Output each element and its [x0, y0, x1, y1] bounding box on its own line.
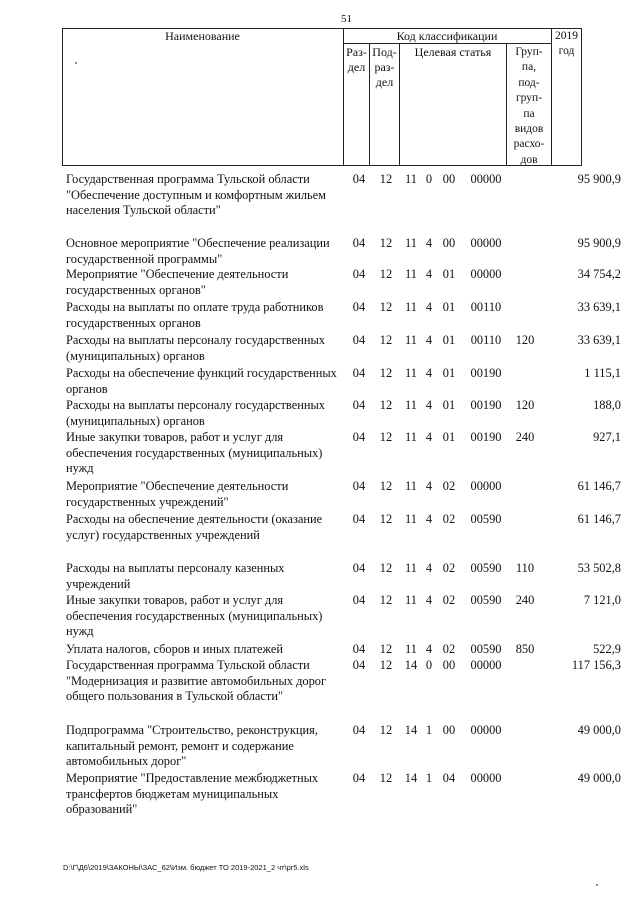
row-expense-group: 120 [515, 333, 535, 347]
row-amount: 1 115,1 [584, 366, 621, 380]
row-razdel: 04 [352, 512, 366, 526]
row-razdel: 04 [352, 236, 366, 250]
header-razdel-line: дел [347, 60, 366, 74]
row-target-program: 11 [405, 172, 417, 186]
row-podrazdel: 12 [379, 479, 393, 493]
row-razdel: 04 [352, 723, 366, 737]
row-podrazdel: 12 [379, 512, 393, 526]
row-podrazdel: 12 [379, 771, 393, 785]
row-amount: 53 502,8 [577, 561, 621, 575]
row-podrazdel: 12 [379, 561, 393, 575]
row-amount: 7 121,0 [583, 593, 621, 607]
row-target-subprogram: 4 [425, 593, 433, 607]
row-razdel: 04 [352, 430, 366, 444]
header-group-line: под- [518, 76, 540, 89]
page-number: 51 [341, 13, 352, 25]
row-target-subprogram: 4 [425, 561, 433, 575]
row-amount: 34 754,2 [577, 267, 621, 281]
row-target-event: 01 [442, 300, 456, 314]
row-target-program: 14 [404, 771, 418, 785]
row-target-direction: 00110 [470, 333, 502, 347]
row-name: Иные закупки товаров, работ и услуг для обеспечения государственных (муниципальных) нужд [66, 430, 323, 475]
row-name: Расходы на обеспечение деятельности (оказание услуг) государственных учреждений [66, 512, 323, 542]
row-target-event: 01 [442, 267, 456, 281]
header-razdel-line: Раз- [346, 45, 367, 59]
row-target-subprogram: 0 [425, 172, 433, 186]
row-target-subprogram: 4 [425, 267, 433, 281]
header-divider-podrazdel [399, 43, 400, 166]
row-target-direction: 00000 [470, 479, 502, 493]
row-target-event: 02 [442, 512, 456, 526]
row-target-subprogram: 4 [425, 236, 433, 250]
row-name: Мероприятие "Предоставление межбюджетных трансфертов бюджетам муниципальных образований" [66, 771, 319, 816]
row-razdel: 04 [352, 300, 366, 314]
row-amount: 61 146,7 [577, 512, 621, 526]
row-expense-group: 120 [515, 398, 535, 412]
row-target-direction: 00000 [470, 658, 502, 672]
row-target-direction: 00000 [470, 723, 502, 737]
row-target-program: 11 [405, 366, 417, 380]
row-target-direction: 00000 [470, 236, 502, 250]
row-target-event: 02 [442, 561, 456, 575]
row-razdel: 04 [352, 561, 366, 575]
row-target-program: 11 [405, 267, 417, 281]
row-target-program: 11 [405, 398, 417, 412]
row-target-event: 00 [442, 172, 456, 186]
row-name: Мероприятие "Обеспечение деятельности государственных учреждений" [66, 479, 289, 509]
row-target-event: 00 [442, 723, 456, 737]
row-name: Расходы на обеспечение функций государственных органов [66, 366, 337, 396]
header-group-line: дов [520, 153, 538, 166]
row-amount: 33 639,1 [577, 300, 621, 314]
row-podrazdel: 12 [379, 398, 393, 412]
row-target-event: 01 [442, 366, 456, 380]
row-podrazdel: 12 [379, 642, 393, 656]
header-podrazdel-line: раз- [374, 60, 395, 74]
row-razdel: 04 [352, 366, 366, 380]
header-group-line: Груп- [515, 46, 543, 58]
row-target-subprogram: 1 [425, 723, 433, 737]
row-target-direction: 00190 [470, 398, 502, 412]
row-amount: 95 900,9 [577, 172, 621, 186]
row-razdel: 04 [352, 593, 366, 607]
header-group [507, 45, 551, 168]
header-group-line: па [523, 107, 535, 120]
row-target-event: 02 [442, 479, 456, 493]
row-podrazdel: 12 [379, 333, 393, 347]
row-target-program: 11 [405, 479, 417, 493]
row-target-subprogram: 4 [425, 642, 433, 656]
row-name: Расходы на выплаты персоналу государственных (муниципальных) органов [66, 398, 325, 428]
header-podrazdel [370, 45, 399, 90]
row-podrazdel: 12 [379, 593, 393, 607]
row-target-direction: 00590 [470, 512, 502, 526]
row-target-subprogram: 4 [425, 366, 433, 380]
row-amount: 33 639,1 [577, 333, 621, 347]
scan-speck [596, 884, 598, 886]
row-name: Государственная программа Тульской области "Обеспечение доступным и комфортным жильем населения Тульской области" [66, 172, 326, 217]
row-razdel: 04 [352, 172, 366, 186]
row-target-program: 14 [404, 723, 418, 737]
row-podrazdel: 12 [379, 172, 393, 186]
header-bottom-border [62, 165, 582, 166]
row-amount: 49 000,0 [577, 771, 621, 785]
row-amount: 188,0 [593, 398, 621, 412]
row-target-direction: 00190 [470, 430, 502, 444]
row-target-program: 11 [405, 333, 417, 347]
row-target-subprogram: 4 [425, 512, 433, 526]
row-podrazdel: 12 [379, 366, 393, 380]
scan-speck [75, 62, 77, 64]
row-target-event: 01 [442, 398, 456, 412]
row-amount: 117 156,3 [571, 658, 621, 672]
row-expense-group: 240 [515, 430, 535, 444]
row-target-direction: 00110 [470, 300, 502, 314]
row-target-event: 02 [442, 593, 456, 607]
row-target-program: 11 [405, 512, 417, 526]
row-amount: 49 000,0 [577, 723, 621, 737]
row-amount: 95 900,9 [577, 236, 621, 250]
row-target-direction: 00590 [470, 642, 502, 656]
row-target-event: 00 [442, 236, 456, 250]
row-target-event: 00 [442, 658, 456, 672]
row-razdel: 04 [352, 658, 366, 672]
row-target-subprogram: 1 [425, 771, 433, 785]
row-target-program: 11 [405, 430, 417, 444]
row-name: Мероприятие "Обеспечение деятельности государственных органов" [66, 267, 289, 297]
row-name: Подпрограмма "Строительство, реконструкция, капитальный ремонт, ремонт и содержание автомобильных дорог" [66, 723, 318, 768]
row-target-direction: 00000 [470, 172, 502, 186]
row-target-event: 01 [442, 430, 456, 444]
row-podrazdel: 12 [379, 267, 393, 281]
row-razdel: 04 [352, 642, 366, 656]
row-podrazdel: 12 [379, 658, 393, 672]
table-header [62, 28, 582, 166]
header-target: Целевая статья [414, 45, 492, 59]
header-name: Наименование [165, 29, 240, 43]
row-target-subprogram: 4 [425, 398, 433, 412]
row-razdel: 04 [352, 333, 366, 347]
footer-file-path: D:\Г\Д6\2019\ЗАКОНЫ\ЗАС_62\Изм. бюджет ТО 2019-2021_2 чт\pr5.xls [63, 863, 309, 872]
row-name: Расходы на выплаты персоналу казенных учреждений [66, 561, 285, 591]
row-target-subprogram: 4 [425, 430, 433, 444]
row-name: Государственная программа Тульской области "Модернизация и развитие автомобильных дорог общего пользования в Тульской области" [66, 658, 327, 703]
row-target-subprogram: 4 [425, 333, 433, 347]
row-target-direction: 00590 [470, 593, 502, 607]
row-target-event: 02 [442, 642, 456, 656]
row-target-direction: 00000 [470, 267, 502, 281]
row-name: Иные закупки товаров, работ и услуг для обеспечения государственных (муниципальных) нужд [66, 593, 323, 638]
row-podrazdel: 12 [379, 723, 393, 737]
row-target-subprogram: 4 [425, 300, 433, 314]
row-target-event: 01 [442, 333, 456, 347]
row-razdel: 04 [352, 771, 366, 785]
row-name: Расходы на выплаты персоналу государственных (муниципальных) органов [66, 333, 325, 363]
header-group-line: видов [514, 123, 544, 136]
header-group-line: па, [521, 61, 537, 74]
row-target-program: 11 [405, 642, 417, 656]
row-target-program: 11 [405, 236, 417, 250]
row-podrazdel: 12 [379, 236, 393, 250]
header-left-border [62, 28, 63, 166]
header-podrazdel-line: дел [375, 75, 394, 89]
row-target-direction: 00190 [470, 366, 502, 380]
row-amount: 927,1 [593, 430, 621, 444]
row-podrazdel: 12 [379, 300, 393, 314]
header-razdel [344, 45, 369, 75]
header-year: 2019 год [555, 30, 578, 57]
row-name: Уплата налогов, сборов и иных платежей [66, 642, 284, 656]
row-expense-group: 240 [515, 593, 535, 607]
header-podrazdel-line: Под- [372, 45, 397, 59]
row-name: Основное мероприятие "Обеспечение реализации государственной программы" [66, 236, 330, 266]
header-group-line: груп- [515, 92, 543, 105]
row-razdel: 04 [352, 479, 366, 493]
row-target-subprogram: 0 [425, 658, 433, 672]
row-target-program: 14 [404, 658, 418, 672]
row-target-direction: 00590 [470, 561, 502, 575]
row-target-program: 11 [405, 593, 417, 607]
row-target-subprogram: 4 [425, 479, 433, 493]
row-razdel: 04 [352, 267, 366, 281]
row-target-direction: 00000 [470, 771, 502, 785]
row-target-program: 11 [405, 561, 417, 575]
row-expense-group: 850 [515, 642, 535, 656]
header-group-line: расхо- [513, 138, 545, 151]
row-expense-group: 110 [515, 561, 535, 575]
row-target-program: 11 [405, 300, 417, 314]
row-name: Расходы на выплаты по оплате труда работников государственных органов [66, 300, 324, 330]
row-amount: 61 146,7 [577, 479, 621, 493]
row-amount: 522,9 [593, 642, 621, 656]
row-target-event: 04 [442, 771, 456, 785]
header-classification: Код классификации [396, 29, 498, 43]
row-razdel: 04 [352, 398, 366, 412]
row-podrazdel: 12 [379, 430, 393, 444]
